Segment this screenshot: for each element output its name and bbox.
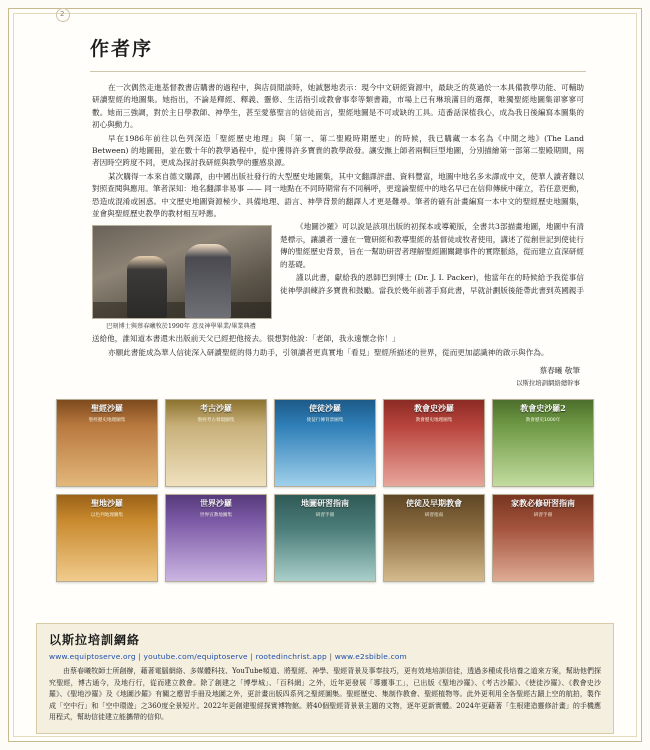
signature-block: [22, 365, 580, 387]
book-cover[interactable]: [492, 399, 594, 487]
book-cover[interactable]: [56, 494, 158, 582]
preface-paragraph: 早在1986年前往以色列深造「聖經歷史地理」與「第一、第二聖殿時期歷史」的時候，我已購藏一本名為《中間之地》(The Land Between) 的地圖冊，並在數十年的教學過程中，從中獲得許多寶貴的教學啟發。讓安撫上師者兩輯巨型地圖，分別描繪第一部第二聖殿期間，兩者因時空跨度不同，更成為探討我研經與教學的靈感泉源。: [92, 133, 584, 168]
signature-org: 以斯拉培訓網絡總幹事: [516, 379, 580, 388]
author-photo-block: [92, 225, 270, 331]
author-photo: [92, 225, 272, 319]
book-cover-title: 聖經沙羅: [91, 403, 123, 414]
footer-links: www.equiptoserve.org | youtube.com/equiptoserve | rootedinchrist.app | www.e2sbible.com: [49, 652, 407, 662]
book-cover[interactable]: [383, 494, 485, 582]
book-cover-title: 聖地沙羅: [91, 498, 123, 509]
book-cover-subtitle: 聖經歷史地理圖集: [88, 418, 126, 424]
preface-paragraph: 《地圖沙羅》可以說是該項出版的初探本或導範版，全書共3部描畫地圖，地圖中有清楚標示，讓讀者一邊在一覽研經和教導聖經的基督徒或牧者使用，講述了從創世記到使徒行傳的聖經歷史背景，旨在一幫助研習者理解聖經圖關鍵事件的實際脈絡，從而建立直深研經的基礎。: [280, 222, 584, 269]
preface-paragraph: 某次購得一本來自德文購譯，由中國出版社發行的大型歷史地圖集，其中文翻譯評盡、資料豐富，地圖中地名多未譯成中文，使華人讀者難以對照查閱與應用。筆者深知：地名翻譯非易事 —— 同一地點在不同時期常有不同稱呼，更遑論聖經中的地名早已在信仰傳統中確立，若任意更動，恐造成混淆或困惑。中文歷史地圖資源極少、具備地理、語言、神學背景的翻譯人才更是難尋。筆者的確有計畫編寫一本中文的聖經歷史地圖集，並會與聖經歷史教學的教材相互呼應。: [92, 171, 584, 219]
page-title: 作者序: [90, 38, 154, 60]
link-rootedinchrist[interactable]: rootedinchrist.app: [255, 652, 327, 662]
preface-paragraph: 在一次偶然走進基督教書店購書的過程中，與店員閒談時，她誠懇地表示：現今中文研經資源中，最缺乏的莫過於一本具備教學功能、可輔助研讀聖經的地圖集。她指出，不論是釋經、釋義、靈修、生活指引或教會事奉等類書籍，市場上已有琳琅滿目的選擇，唯獨聖經地圖集卻寥寥可數。她而三強調，對於主日學教師、神學生，甚至愛慕聖言的信徒而言，聖經地圖是不可或缺的工具。這番話深植我心，成為我日後編寫本圖集的初心與動力。: [92, 83, 584, 130]
footer-panel: [36, 623, 614, 734]
book-cover-subtitle: 使徒行傳背景圖集: [306, 418, 344, 424]
title-divider: [90, 71, 586, 72]
book-cover[interactable]: [383, 399, 485, 487]
book-cover-subtitle: 研習手冊: [533, 513, 553, 519]
link-e2sbible[interactable]: www.e2sbible.com: [334, 652, 407, 662]
book-cover-subtitle: 世界宣教地圖集: [199, 513, 233, 519]
book-cover[interactable]: [165, 399, 267, 487]
book-cover[interactable]: [165, 494, 267, 582]
preface-body: [92, 82, 584, 359]
book-cover-subtitle: 教會歷史地理圖集: [415, 418, 453, 424]
link-youtube[interactable]: youtube.com/equiptoserve: [143, 652, 248, 662]
book-cover-title: 使徒及早期教會: [406, 498, 462, 509]
book-cover[interactable]: [492, 494, 594, 582]
book-cover-subtitle: 以色列地理圖集: [90, 513, 124, 519]
book-cover-title: 世界沙羅: [200, 498, 232, 509]
book-cover-title: 教會史沙羅: [414, 403, 454, 414]
book-cover-title: 使徒沙羅: [309, 403, 341, 414]
book-cover-title: 家教必修研習指南: [511, 498, 575, 509]
photo-caption: 巴刻博士與蔡春曦牧於1990年 意及神學畢業/畢業典禮: [106, 323, 256, 331]
book-cover-subtitle: 教會歷史1000年: [525, 418, 561, 424]
book-cover-title: 地圖研習指南: [301, 498, 349, 509]
link-equiptoserve[interactable]: www.equiptoserve.org: [49, 652, 136, 662]
book-cover[interactable]: [274, 399, 376, 487]
book-cover-grid: [56, 399, 594, 582]
book-cover-title: 教會史沙羅2: [520, 403, 566, 414]
signature-name: 蔡春曦 敬筆: [539, 366, 580, 376]
page-number: 2: [60, 10, 65, 18]
preface-paragraph: 亦願此書能成為華人信徒深入研讀聖經的得力助手，引領讀者更真實地「看見」聖經所描述的世界，從而更加認識神的啟示與作為。: [108, 347, 549, 357]
book-cover-title: 考古沙羅: [200, 403, 232, 414]
book-cover-subtitle: 聖經考古發現圖集: [197, 418, 235, 424]
book-cover[interactable]: [274, 494, 376, 582]
book-cover[interactable]: [56, 399, 158, 487]
organization-name: 以斯拉培訓網絡: [49, 633, 141, 648]
book-cover-subtitle: 研習手冊: [315, 513, 335, 519]
preface-paragraph: 謹以此書，獻給我的恩師巴到博士 (Dr. J. I. Packer)，他當年在的時候給予我從事信徒神學訓練許多寶貴和鼓勵。當我於幾年前著手寫此書，早就計劃版後能帶此書到英國親手送給他，誰知道本書還未出版前天父已經把他接去。很想對他說：「老師，我永遠懷念你！」: [92, 273, 584, 344]
footer-description: 由蔡春曦牧師士所創辦，藉著電腦網絡、多媒體科技、YouTube頻道、將聖經、神學、聖經背景及事奉技巧，更有效地培訓信徒，透過多種成長培養之道來方案，幫助他們探究聖經，博古通今，及地行行，從而建立教會。除了創建之「博學城」、「百科網」之外，近年更發展「導靈事工」，已出版《聖地沙羅》、《考古沙羅》、《使徒沙羅》、《教會史沙羅》、《聖地沙羅》及《地圖沙羅》有關之應習手冊及地圖之外，更計畫出版四系列之聖經圖集。聖經歷史、集制作教會、聖經植物等。此外更利用全各聖經古蹟上空的航拍，製作成「空中行」和「空中環遊」之360度全景短片。2022年更創建聖經探實博物館。將40個聖經背景景主題的文物，逐年更新實體。2024年更藉著「生根建造靈修計畫」的手機應用程式，幫助信徒建立能攜帶的信仰。: [49, 667, 601, 722]
book-cover-subtitle: 研習指南: [424, 513, 444, 519]
